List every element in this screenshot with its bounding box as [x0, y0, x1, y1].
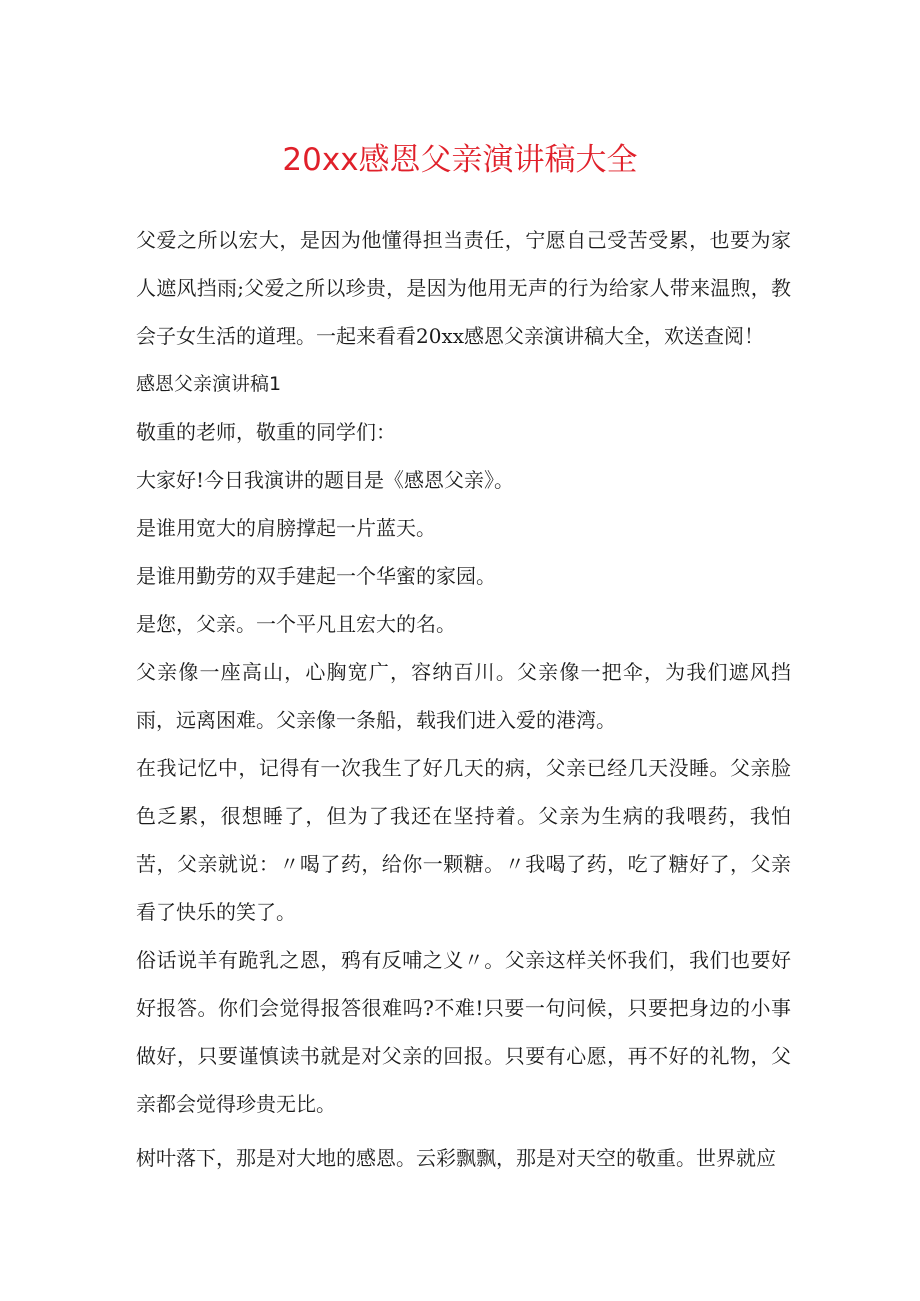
greeting-paragraph: 大家好!今日我演讲的题目是《感恩父亲》。	[136, 468, 515, 492]
body-paragraph: 是谁用勤劳的双手建起一个华蜜的家园。	[136, 564, 496, 588]
intro-paragraph: 父爱之所以宏大，是因为他懂得担当责任，宁愿自己受苦受累，也要为家人遮风挡雨;父爱之所以珍贵，是因为他用无声的行为给家人带来温煦，教会子女生活的道理。一起来看看20xx感恩父亲演讲稿大全，欢送查阅！	[136, 228, 791, 348]
body-paragraph: 俗话说羊有跪乳之恩，鸦有反哺之义〃。父亲这样关怀我们，我们也要好好报答。你们会觉得报答很难吗?不难!只要一句问候，只要把身边的小事做好，只要谨慎读书就是对父亲的回报。只要有心愿，再不好的礼物，父亲都会觉得珍贵无比。	[136, 948, 791, 1116]
salutation-paragraph: 敬重的老师，敬重的同学们：	[136, 420, 396, 444]
body-paragraph: 在我记忆中，记得有一次我生了好几天的病，父亲已经几天没睡。父亲脸色乏累，很想睡了，但为了我还在坚持着。父亲为生病的我喂药，我怕苦，父亲就说：〃喝了药，给你一颗糖。〃我喝了药，吃了糖好了，父亲看了快乐的笑了。	[136, 756, 791, 924]
body-paragraph: 是您，父亲。一个平凡且宏大的名。	[136, 612, 456, 636]
body-paragraph: 父亲像一座高山，心胸宽广，容纳百川。父亲像一把伞，为我们遮风挡雨，远离困难。父亲像一条船，载我们进入爱的港湾。	[136, 660, 791, 732]
document-body	[136, 216, 791, 1182]
body-paragraph: 树叶落下，那是对大地的感恩。云彩飘飘，那是对天空的敬重。世界就应	[136, 1146, 776, 1170]
section-heading: 感恩父亲演讲稿1	[136, 373, 282, 395]
body-paragraph: 是谁用宽大的肩膀撑起一片蓝天。	[136, 516, 436, 540]
document-title: 20xx感恩父亲演讲稿大全	[282, 142, 638, 178]
